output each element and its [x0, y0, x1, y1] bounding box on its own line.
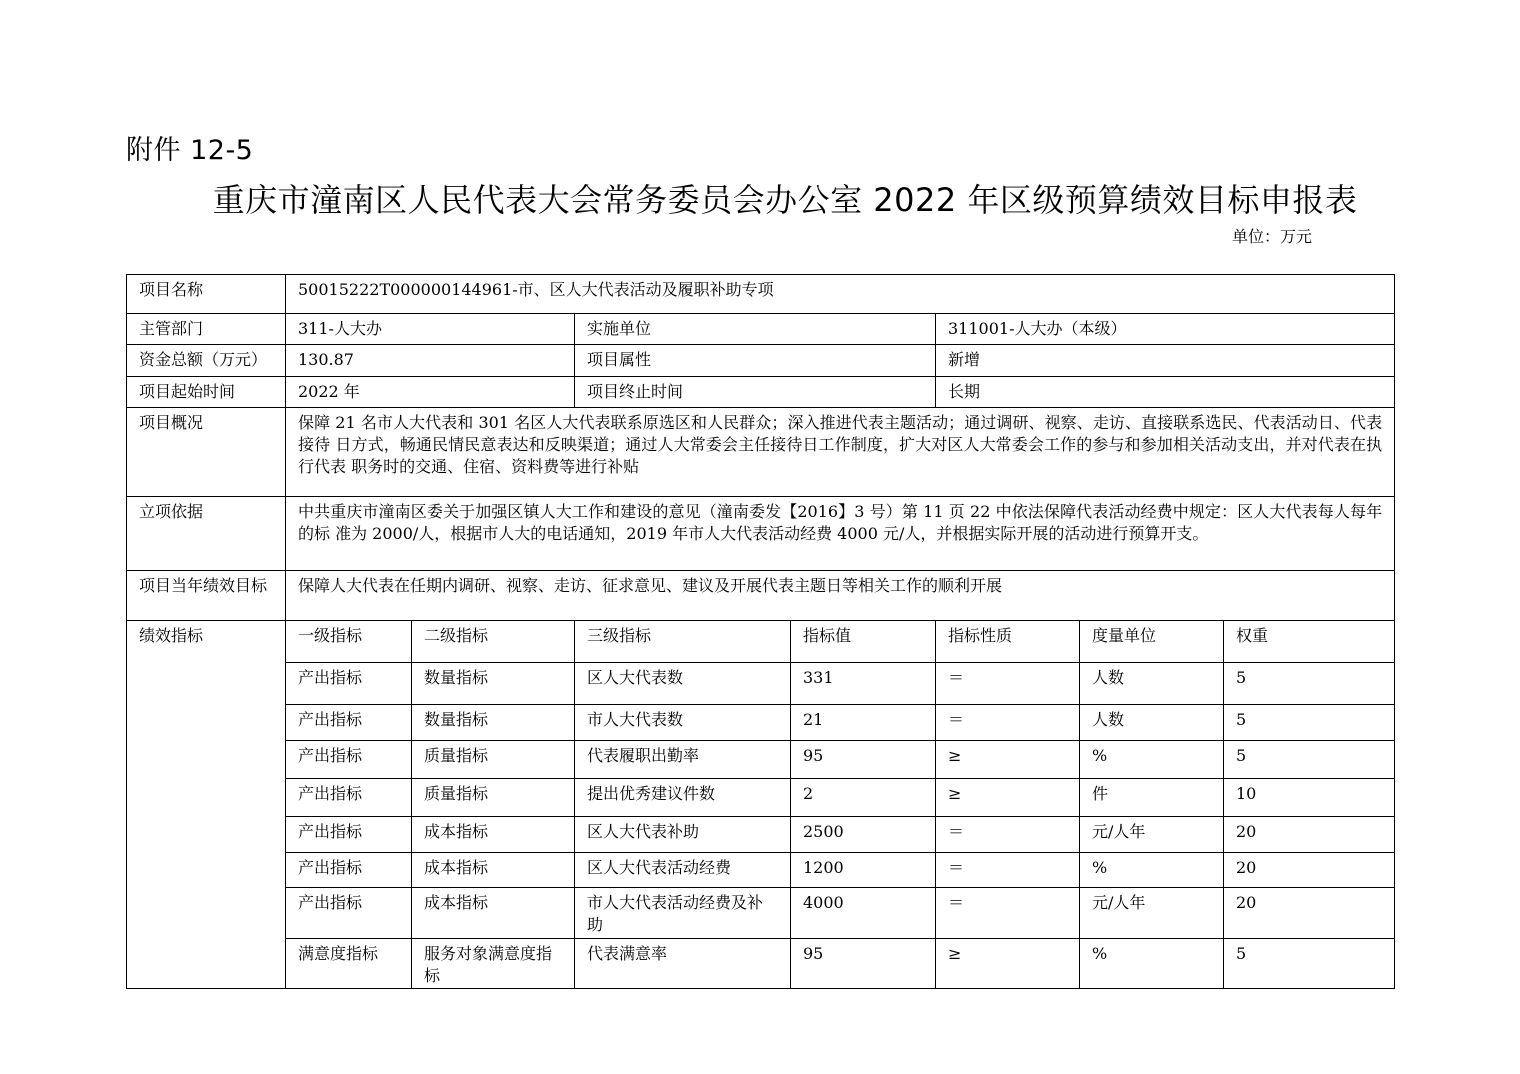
- project-name-value: 50015222T000000144961-市、区人大代表活动及履职补助专项: [286, 275, 1395, 314]
- unit-cell: %: [1080, 939, 1224, 989]
- attr-label: 项目属性: [575, 345, 936, 377]
- level3-cell: 提出优秀建议件数: [575, 779, 791, 817]
- value-cell: 4000: [791, 888, 936, 939]
- level3-cell: 区人大代表补助: [575, 817, 791, 853]
- indicator-header-row: [127, 621, 1395, 663]
- level2-cell: 服务对象满意度指标: [412, 939, 575, 989]
- impl-label: 实施单位: [575, 314, 936, 345]
- value-cell: 2: [791, 779, 936, 817]
- unit-cell: 元/人年: [1080, 888, 1224, 939]
- level3-cell: 区人大代表数: [575, 663, 791, 705]
- header-cell: 一级指标: [286, 621, 412, 663]
- end-label: 项目终止时间: [575, 377, 936, 408]
- overview-label: 项目概况: [127, 408, 286, 497]
- header-cell: 二级指标: [412, 621, 575, 663]
- basis-value: 中共重庆市潼南区委关于加强区镇人大工作和建设的意见（潼南委发【2016】3 号）第 11 页 22 中依法保障代表活动经费中规定：区人大代表每人每年的标 准为 2000/人，根据市人大的电话通知，2019 年市人大代表活动经费 4000 元/人，并根据实际开展的活动进行预算开支。: [286, 497, 1395, 571]
- level2-cell: 成本指标: [412, 888, 575, 939]
- level2-cell: 成本指标: [412, 817, 575, 853]
- level2-cell: 质量指标: [412, 779, 575, 817]
- weight-cell: 10: [1224, 779, 1395, 817]
- weight-cell: 5: [1224, 741, 1395, 779]
- level1-cell: 产出指标: [286, 853, 412, 888]
- level3-cell: 代表履职出勤率: [575, 741, 791, 779]
- unit-cell: 人数: [1080, 705, 1224, 741]
- attr-value: 新增: [936, 345, 1395, 377]
- row-project-name: [127, 275, 1395, 314]
- level3-cell: 市人大代表活动经费及补助: [575, 888, 791, 939]
- nature-cell: ＝: [936, 853, 1080, 888]
- level3-cell: 区人大代表活动经费: [575, 853, 791, 888]
- indicator-row: [127, 939, 1395, 989]
- unit-cell: %: [1080, 741, 1224, 779]
- header-cell: 指标值: [791, 621, 936, 663]
- fund-label: 资金总额（万元）: [127, 345, 286, 377]
- nature-cell: ≥: [936, 939, 1080, 989]
- indicator-row: [127, 705, 1395, 741]
- value-cell: 331: [791, 663, 936, 705]
- indicator-row: [127, 853, 1395, 888]
- level1-cell: 产出指标: [286, 705, 412, 741]
- indicators-label: 绩效指标: [127, 621, 286, 989]
- indicator-row: [127, 779, 1395, 817]
- row-overview: [127, 408, 1395, 497]
- row-department: [127, 314, 1395, 345]
- weight-cell: 5: [1224, 705, 1395, 741]
- header-cell: 度量单位: [1080, 621, 1224, 663]
- unit-label: 单位：万元: [1232, 227, 1313, 246]
- fund-value: 130.87: [286, 345, 575, 377]
- attachment-label: 附件 12-5: [126, 135, 254, 166]
- overview-value: 保障 21 名市人大代表和 301 名区人大代表联系原选区和人民群众；深入推进代表主题活动；通过调研、视察、走访、直接联系选民、代表活动日、代表接待 日方式，畅通民情民意表达和反映渠道；通过人大常委会主任接待日工作制度，扩大对区人大常委会工作的参与和参加相关活动支出，并对代表在执行代表 职务时的交通、住宿、资料费等进行补贴: [286, 408, 1395, 497]
- value-cell: 2500: [791, 817, 936, 853]
- level2-cell: 数量指标: [412, 705, 575, 741]
- unit-cell: 人数: [1080, 663, 1224, 705]
- goal-label: 项目当年绩效目标: [127, 571, 286, 621]
- value-cell: 1200: [791, 853, 936, 888]
- row-basis: [127, 497, 1395, 571]
- start-label: 项目起始时间: [127, 377, 286, 408]
- weight-cell: 20: [1224, 817, 1395, 853]
- nature-cell: ＝: [936, 817, 1080, 853]
- nature-cell: ≥: [936, 779, 1080, 817]
- value-cell: 95: [791, 939, 936, 989]
- indicator-row: [127, 888, 1395, 939]
- goal-value: 保障人大代表在任期内调研、视察、走访、征求意见、建议及开展代表主题日等相关工作的顺利开展: [286, 571, 1395, 621]
- value-cell: 21: [791, 705, 936, 741]
- value-cell: 95: [791, 741, 936, 779]
- project-name-label: 项目名称: [127, 275, 286, 314]
- start-value: 2022 年: [286, 377, 575, 408]
- nature-cell: ＝: [936, 888, 1080, 939]
- row-goal: [127, 571, 1395, 621]
- level1-cell: 产出指标: [286, 888, 412, 939]
- header-cell: 权重: [1224, 621, 1395, 663]
- dept-value: 311-人大办: [286, 314, 575, 345]
- impl-value: 311001-人大办（本级）: [936, 314, 1395, 345]
- weight-cell: 5: [1224, 939, 1395, 989]
- level2-cell: 质量指标: [412, 741, 575, 779]
- weight-cell: 20: [1224, 853, 1395, 888]
- level1-cell: 产出指标: [286, 779, 412, 817]
- unit-cell: %: [1080, 853, 1224, 888]
- indicator-row: [127, 663, 1395, 705]
- unit-cell: 件: [1080, 779, 1224, 817]
- nature-cell: ＝: [936, 663, 1080, 705]
- indicator-row: [127, 817, 1395, 853]
- header-cell: 指标性质: [936, 621, 1080, 663]
- nature-cell: ≥: [936, 741, 1080, 779]
- level1-cell: 产出指标: [286, 663, 412, 705]
- weight-cell: 20: [1224, 888, 1395, 939]
- level3-cell: 市人大代表数: [575, 705, 791, 741]
- level1-cell: 满意度指标: [286, 939, 412, 989]
- weight-cell: 5: [1224, 663, 1395, 705]
- end-value: 长期: [936, 377, 1395, 408]
- dept-label: 主管部门: [127, 314, 286, 345]
- budget-table: [126, 274, 1395, 989]
- row-fund: [127, 345, 1395, 377]
- level3-cell: 代表满意率: [575, 939, 791, 989]
- level1-cell: 产出指标: [286, 817, 412, 853]
- indicator-row: [127, 741, 1395, 779]
- header-cell: 三级指标: [575, 621, 791, 663]
- unit-cell: 元/人年: [1080, 817, 1224, 853]
- row-period: [127, 377, 1395, 408]
- level2-cell: 数量指标: [412, 663, 575, 705]
- nature-cell: ＝: [936, 705, 1080, 741]
- document-title: 重庆市潼南区人民代表大会常务委员会办公室 2022 年区级预算绩效目标申报表: [212, 181, 1358, 219]
- level2-cell: 成本指标: [412, 853, 575, 888]
- basis-label: 立项依据: [127, 497, 286, 571]
- level1-cell: 产出指标: [286, 741, 412, 779]
